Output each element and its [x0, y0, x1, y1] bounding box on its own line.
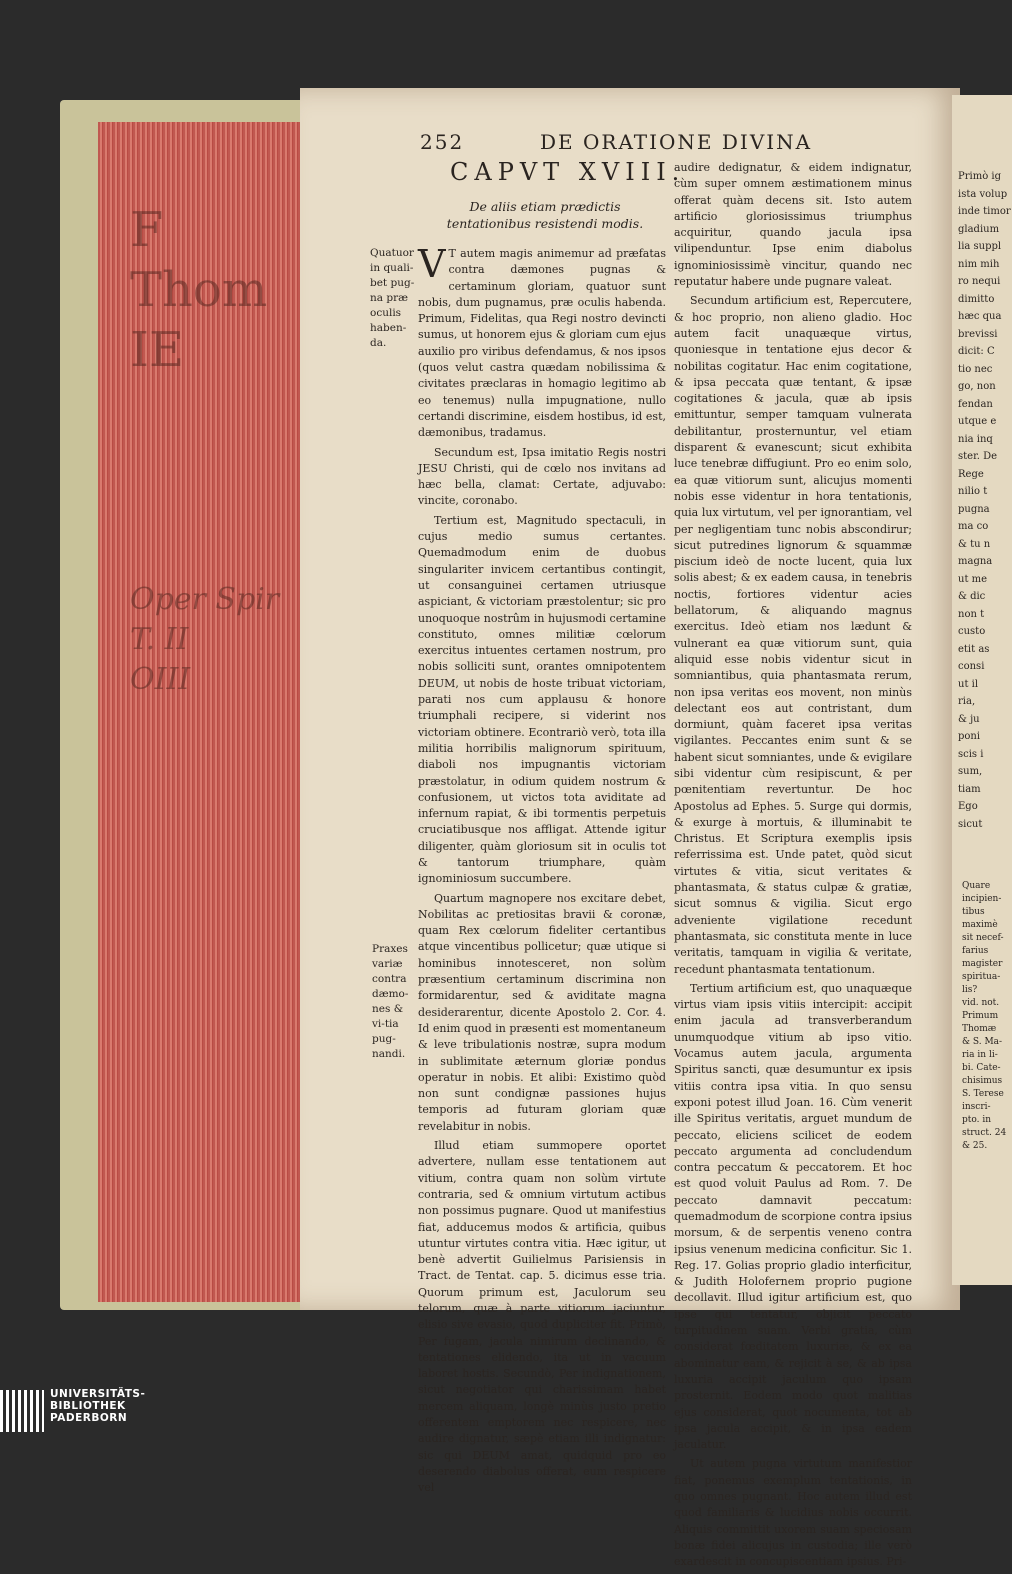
label-line: Thom IE [130, 262, 268, 378]
facing-page-line: lia suppl [958, 241, 1002, 252]
facing-page-line: Ego [958, 801, 978, 812]
logo-line: BIBLIOTHEK [50, 1400, 126, 1412]
facing-page-line: poni [958, 731, 981, 742]
page-number: 252 [420, 130, 465, 154]
text-column-left [418, 242, 666, 1500]
facing-page-margin-line: farius [962, 946, 989, 956]
facing-page-line: brevissi [958, 328, 998, 340]
facing-page-line: utque e [958, 416, 997, 427]
paragraph: audire dedignatur, & eidem indignatur, cùm super omnem æstimationem minus offerat quàm decens sit. Isto autem artificio gloriosissimus triumphus acquiritur, quando jacula ipsa vilipenduntur. Ipse enim diabolus ignominiosissimè vincitur, quando nec reputatur habere unde pugnare valeat. [674, 161, 912, 289]
facing-page-margin-line: Primum [962, 1011, 999, 1021]
facing-page-line: consi [958, 661, 985, 672]
label-line: OIII [130, 662, 191, 697]
facing-page-line: & dic [958, 591, 986, 602]
text-column-right [674, 160, 912, 1574]
label-line: F [130, 202, 164, 258]
facing-page-line: magna [958, 556, 993, 567]
facing-page-margin-line: tibus [962, 907, 985, 917]
paragraph: Illud etiam summopere oportet advertere, nullam esse tentationem aut vitium, contra quam non solùm virtute contraria, sed & omnium virtutum actibus non possimus pugnare. Quod ut manifestius fiat, adducemus modos & artificia, quibus utuntur virtutes contra vitia. Hæc igitur, ut benè advertit Guilielmus Parisiensis in Tract. de Tentat. cap. 5. dicimus esse tria. Quorum primum est, Jaculorum seu telorum, quæ à parte vitiorum jaciuntur, elisio sive evasio, quod dupliciter fit. Primò, Per fugam, jacula nimirum declinando, & tentationes elidendo, ita ut in vacuum laboret hostis. Secundò, Per indignationem, sicut negotiator qui charissimam habet mercem aliquam, longè minùs justo pretio offerentem emptorem nec respicere, nec audire dignatur, sæpè etiam illi indignatur: sic qui DEUM amat, quidquid pro eo deserendo diabolus offerat, eum respicere vel [418, 1139, 666, 1495]
library-logo-text [50, 1388, 145, 1424]
facing-page-margin-line: sit necef- [962, 933, 1004, 943]
facing-page-margin-line: & S. Ma- [962, 1037, 1003, 1047]
facing-page-margin-line: chisimus [962, 1076, 1003, 1086]
facing-page-line: ma co [958, 521, 989, 532]
facing-page-line: ut me [958, 573, 988, 585]
facing-page-line: hæc qua [958, 311, 1002, 322]
drop-cap: V [418, 242, 446, 286]
facing-page-margin-notes [962, 880, 1007, 1153]
fore-edge-label [130, 200, 310, 700]
facing-page-margin-line: incipien- [962, 894, 1002, 904]
facing-page-margin-line: inscri- [962, 1102, 991, 1112]
facing-page-margin-line: spiritua- [962, 972, 1001, 982]
facing-page-line: dicit: C [958, 346, 995, 357]
chapter-title: CAPVT XVIII. [450, 158, 686, 186]
margin-note: Praxes variæ contra dæmo-nes & vi-tia pug-nandi. [372, 943, 409, 1060]
facing-page-line: ster. De [958, 451, 998, 462]
facing-page-margin-line: maximè [962, 920, 998, 930]
facing-page-margin-line: struct. 24 [962, 1128, 1007, 1138]
facing-page-margin-line: pto. in [962, 1115, 992, 1125]
facing-page-line: etit as [958, 643, 990, 655]
facing-page-line: & ju [958, 713, 980, 725]
label-line: Oper Spir [130, 582, 280, 617]
facing-page-line: tiam [958, 783, 981, 795]
paragraph: Tertium est, Magnitudo spectaculi, in cujus medio sumus certantes. Quemadmodum enim de duobus singulariter invicem certantibus contingit, ut consanguinei certamen utriusque aspiciant, & victoriam præstolentur; sic pro unoquoque nostrûm in hujusmodi certamine constituto, omnes militiæ cœlorum exercitus intuentes certamen nostrum, pro nobis solliciti sunt, orantes omnipotentem DEUM, ut nobis de hoste tribuat victoriam, parati nos cum applausu & honore triumphali recipere, si viderint nos victoriam obtinere. Econtrariò verò, tota illa militia horribilis malignorum spirituum, diaboli nos impugnantis victoriam præstolatur, in odium quidem nostrum & confusionem, ut victos tota aviditate ad infernum rapiat, & ibi tormentis perpetuis cruciatibusque nos affligat. Attende igitur diligenter, quàm gloriosum sit in oculis tot & tantorum triumphare, quàm ignominiosum succumbere. [418, 513, 666, 886]
running-head: DE ORATIONE DIVINA [540, 130, 813, 154]
paragraph: Quartum magnopere nos excitare debet, Nobilitas ac pretiositas bravii & coronæ, quam Rex cœlorum fideliter certantibus atque vincentibus pollicetur; quæ utique si hominibus innotesceret, non solùm præsentium certaminum discrimina non formidarentur, sed & aviditate magna desiderarentur, dicente Apostolo 2. Cor. 4. Id enim quod in præsenti est momentaneum & leve tribulationis nostræ, supra modum in sublimitate æternum gloriæ pondus operatur in nobis. Et alibi: Existimo quòd non sunt condignæ passiones hujus temporis ad futuram gloriam quæ revelabitur in nobis. [418, 891, 666, 1133]
facing-page-line: scis i [958, 748, 984, 760]
facing-page-margin-line: S. Terese [962, 1089, 1004, 1099]
facing-page-line: ria, [958, 696, 976, 707]
chapter-subtitle: De aliis etiam prædictis tentationibus resistendi modis. [446, 199, 644, 231]
paragraph: Secundum artificium est, Repercutere, & hoc proprio, non alieno gladio. Hoc autem facit unaquæque virtus, quoniesque in tentatione ejus decor & nobilitas cogitatur. Hac enim cogitatione, & ipsa peccata quæ tentant, & ipsæ cogitationes & jacula, quæ ab ipsis emittuntur, semper tamquam vulnerata debilitantur, prosternuntur, vel etiam disparent & evanescunt; sicut exhibita luce tenebræ diffugiunt. Pro eo enim solo, ea quæ vitiorum sunt, alicujus momenti nobis esse videntur in hora tentationis, quia lux virtutum, vel per ignorantiam, vel per negligentiam tunc nobis abscondirur; sicut putredines lignorum & squammæ piscium ideò de nocte lucent, quia lux solis abest; & ex eadem causa, in tenebris noctis, fortiores videntur acies bellatorum, & aliquando magnus exercitus. Ideò etiam nos lædunt & vulnerant ea quæ vitiorum sunt, quia aliquid esse nobis videntur sicut in somniantibus, quia phantasmata rerum, non ipsa veritas eos movent, non minùs delectant eos aut contristant, dum dormiunt, quàm faceret ipsa veritas vigilantes. Peccantes enim sunt & se habent sicut somniantes, unde & evigilare sibi videntur cùm resipiscunt, & per pœnitentiam revertuntur. De hoc Apostolus ad Ephes. 5. Surge qui dormis, & exurge à mortuis, & illuminabit te Christus. Et Scriptura exemplis ipsis referrissima est. Unde patet, quòd sicut virtutes & vitia, sicut veritates & phantasmata, & status culpæ & gratiæ, sicut somnus & vigilia. Sicut ergo adveniente vigilatione recedunt phantasmata, sic constituta mente in luce veritatis, tamquam in vigilia & veritate, recedunt phantasmata tentationum. [674, 294, 912, 976]
logo-line: UNIVERSITÄTS- [50, 1388, 146, 1400]
facing-page-line: nilio t [958, 486, 988, 497]
facing-page-line: nim mih [958, 258, 1000, 270]
logo-line: PADERBORN [50, 1412, 128, 1424]
facing-page-margin-line: Thomæ [962, 1024, 997, 1034]
library-logo-icon [0, 1390, 44, 1432]
facing-page-margin-line: bi. Cate- [962, 1063, 1001, 1073]
facing-page-line: sum, [958, 766, 983, 777]
facing-page-margin-line: & 25. [962, 1141, 988, 1151]
facing-page-line: fendan [958, 398, 993, 410]
facing-page-margin-line: magister [962, 959, 1003, 969]
paragraph: Ut autem pugna virtutum manifestior fiat, ponemus exemplum tentationis, in quo omnes pugnant. Hoc autem illud est quod familiaris & lucidius nobis occurrit. Aliquis committit uxorem suam speciosam bonæ fidei alicujus in custodia; ille verò exardescit in concupiscentiam ipsius. Pri- [674, 1457, 912, 1569]
facing-page-line: inde timor [958, 206, 1011, 217]
facing-page-margin-line: Quare [962, 881, 991, 891]
margin-note: Quatuor in quali-bet pug-na præ oculis haben-da. [370, 247, 415, 349]
facing-page-line: pugna [958, 503, 990, 515]
facing-page-line: ro nequi [958, 276, 1001, 287]
facing-page-line: go, non [958, 381, 996, 392]
facing-page-line: & tu n [958, 538, 991, 550]
facing-page-line: gladium [958, 223, 1000, 235]
paragraph [418, 242, 666, 442]
facing-page-line: dimitto [958, 293, 995, 305]
facing-page-line: Rege [958, 468, 984, 480]
facing-page-margin-line: ria in li- [962, 1050, 998, 1060]
facing-page-text-fragment [958, 168, 1011, 833]
facing-page-line: Primò ig [958, 171, 1001, 182]
facing-page-line: ista volup [958, 188, 1008, 200]
facing-page-line: ut il [958, 678, 979, 690]
facing-page-line: sicut [958, 818, 983, 830]
facing-page-line: tio nec [958, 363, 993, 375]
paragraph-text: T autem magis animemur ad præfatas contra dæmones pugnas & certaminum gloriam, quatuor sunt nobis, dum pugnamus, præ oculis habenda. Primum, Fidelitas, qua Regi nostro devincti sumus, ut honorem ejus & gloriam cum ejus auxilio pro viribus defendamus, & nos ipsos (quos velut castra quædam nobilissima & civitates præclaras in homagio legitimo ab eo tenemus) nulla impugnatione, nullo certandi discrimine, eisdem hostibus, id est, dæmonibus, tradamus. [418, 247, 666, 440]
label-line: T. II [130, 622, 189, 657]
facing-page-line: non t [958, 608, 985, 620]
facing-page-line: nia inq [958, 433, 993, 445]
facing-page-margin-line: vid. not. [962, 998, 1000, 1008]
facing-page-line: custo [958, 626, 986, 637]
paragraph: Secundum est, Ipsa imitatio Regis nostri JESU Christi, qui de cœlo nos invitans ad hæc bella, clamat: Certate, adjuvabo: vincite, coronabo. [418, 445, 666, 508]
facing-page-margin-line: lis? [962, 985, 978, 995]
paragraph: Tertium artificium est, quo unaquæque virtus viam ipsis vitiis intercipit: accipit enim jacula ad transverberandum unumquodque vitium ab ipso vitio. Vocamus autem jacula, argumenta Spiritus sancti, quæ desumuntur ex ipsis vitiis contra ipsa vitia. In quo sensu exponi potest illud Joan. 16. Cùm venerit ille Spiritus veritatis, arguet mundum de peccato, eliciens scilicet de eodem peccato argumenta ad concludendum contra peccatum & peccatorem. Et hoc est quod voluit Paulus ad Rom. 7. De peccato damnavit peccatum: quemadmodum de scorpione contra ipsius morsum, & de serpentis veneno contra ipsius venenum medicina conficitur. Sic 1. Reg. 17. Golias proprio gladio interficitur, & Judith Holofernem proprio pugione decollavit. Illud igitur artificium est, quo ipse qui tentatur, objicit peccato turpitudinem suam. Verbi gratia, cùm considerat fœditatem luxuriæ, & ex ea abominatur eam, & rejicit à se, & ab ipsa luxuria accipit jaculum quo ipsam prosternit. Eodem modo quot malitias ejus considerat, quot nocumenta, tot ab ipsa jacula accipit, & in ipsa eadem jaculatur. [674, 981, 912, 1452]
